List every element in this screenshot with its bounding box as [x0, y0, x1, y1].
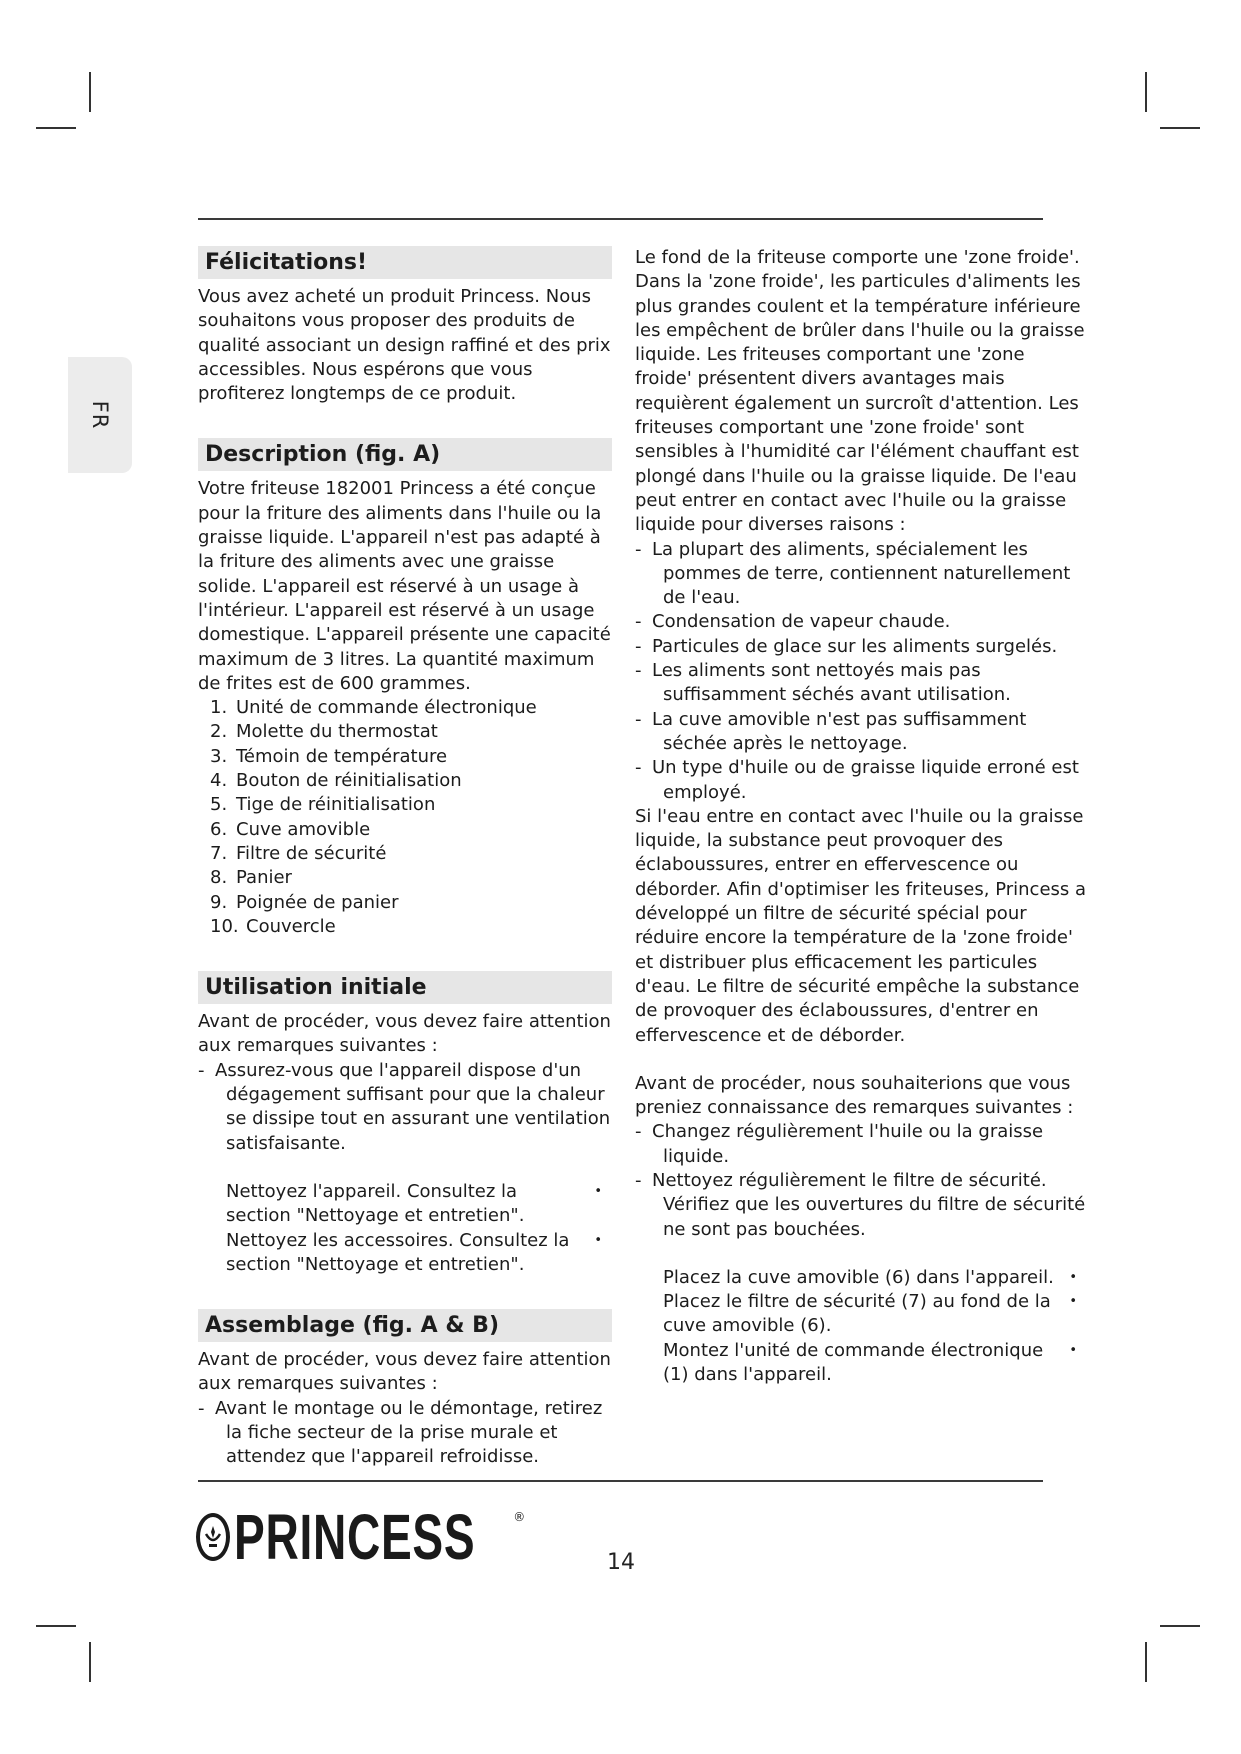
list-item: 2. Molette du thermostat: [210, 721, 438, 743]
section-heading: Description (fig. A): [198, 438, 612, 471]
paragraph: Avant de procéder, vous devez faire attention aux remarques suivantes :: [198, 1011, 611, 1057]
paragraph: Le fond de la friteuse comporte une 'zone froide'. Dans la 'zone froide', les particules d'aliments les plus grandes coulent et la température inférieure les empêchent de brûler dans l'huile ou la graisse liquide. Les friteuses comportant une 'zone froide' présentent divers avantages mais requièrent également un surcroît d'attention. Les friteuses comportant une 'zone froide' sont sensibles à l'humidité car l'élément chauffant est plongé dans l'huile ou la graisse liquide. De l'eau peut entrer en contact avec l'huile ou la graisse liquide pour diverses raisons :: [635, 247, 1085, 536]
list-item: - La cuve amovible n'est pas suffisamment séchée après le nettoyage.: [635, 708, 1087, 757]
list-item: 9. Poignée de panier: [210, 891, 399, 913]
list-item: 6. Cuve amovible: [210, 818, 371, 840]
crop-mark: [89, 72, 91, 112]
dash-list: [635, 538, 1087, 805]
paragraph: Si l'eau entre en contact avec l'huile ou la graisse liquide, la substance peut provoquer des éclaboussures, entrer en effervescence ou déborder. Afin d'optimiser les friteuses, Princess a développé un filtre de sécurité spécial pour réduire encore la température de la 'zone froide' et distribuer plus efficacement les particules d'eau. Le filtre de sécurité empêche la substance de provoquer des éclaboussures, d'entrer en effervescence et de déborder.: [635, 805, 1087, 1046]
section-heading: Assemblage (fig. A & B): [198, 1309, 612, 1342]
registered-mark: ®: [513, 1510, 526, 1524]
list-item: Placez la cuve amovible (6) dans l'appareil. •: [635, 1266, 1087, 1290]
list-item: 5. Tige de réinitialisation: [210, 794, 436, 816]
dash-list: [198, 1397, 612, 1470]
right-column: [635, 246, 1087, 1387]
parts-list: [198, 696, 612, 939]
language-tab: [68, 357, 132, 473]
list-item: - Les aliments sont nettoyés mais pas suffisamment séchés avant utilisation.: [635, 659, 1087, 708]
bullet-list: [635, 1266, 1087, 1387]
dash-list: [198, 1059, 612, 1156]
section-heading: Félicitations!: [198, 246, 612, 279]
paragraph: Avant de procéder, vous devez faire attention aux remarques suivantes :: [198, 1349, 611, 1395]
paragraph: Vous avez acheté un produit Princess. Nous souhaitons vous proposer des produits de qualité associant un design raffiné et des prix accessibles. Nous espérons que vous profiterez longtemps de ce produit.: [198, 286, 611, 405]
bullet-list: [198, 1180, 612, 1277]
crown-icon: [196, 1513, 230, 1561]
crop-mark: [36, 127, 76, 129]
crop-mark: [1145, 72, 1147, 112]
list-item: - Changez régulièrement l'huile ou la graisse liquide.: [635, 1120, 1087, 1169]
top-rule: [198, 218, 1043, 220]
crop-mark: [1160, 1625, 1200, 1627]
paragraph: Avant de procéder, nous souhaiterions que vous preniez connaissance des remarques suivantes :: [635, 1072, 1074, 1119]
crop-mark: [1160, 127, 1200, 129]
list-item: - Condensation de vapeur chaude.: [635, 610, 1087, 634]
princess-logo: [196, 1501, 585, 1573]
list-item: 8. Panier: [210, 867, 292, 889]
list-item: 1. Unité de commande électronique: [210, 697, 537, 719]
page-number: 14: [607, 1550, 635, 1575]
list-item: 10. Couvercle: [210, 915, 336, 937]
list-item: - Assurez-vous que l'appareil dispose d'un dégagement suffisant pour que la chaleur se dissipe tout en assurant une ventilation satisfaisante.: [198, 1059, 612, 1156]
list-item: - La plupart des aliments, spécialement les pommes de terre, contiennent naturellement de l'eau.: [635, 538, 1087, 611]
list-item: 4. Bouton de réinitialisation: [210, 770, 462, 792]
list-item: Nettoyez les accessoires. Consultez la section "Nettoyage et entretien". •: [198, 1229, 612, 1278]
list-item: Montez l'unité de commande électronique (1) dans l'appareil. •: [635, 1339, 1087, 1388]
list-item: 7. Filtre de sécurité: [210, 842, 387, 864]
dash-list: [635, 1120, 1087, 1241]
list-item: 3. Témoin de température: [210, 745, 448, 767]
language-tab-label: FR: [88, 400, 112, 430]
crop-mark: [36, 1625, 76, 1627]
brand-wordmark: PRINCESS: [234, 1501, 476, 1573]
section-heading: Utilisation initiale: [198, 971, 612, 1004]
crop-mark: [1145, 1642, 1147, 1682]
list-item: - Avant le montage ou le démontage, retirez la fiche secteur de la prise murale et attendez que l'appareil refroidisse.: [198, 1397, 612, 1470]
list-item: - Nettoyez régulièrement le filtre de sécurité. Vérifiez que les ouvertures du filtre de sécurité ne sont pas bouchées.: [635, 1169, 1087, 1242]
list-item: - Un type d'huile ou de graisse liquide erroné est employé.: [635, 756, 1087, 805]
left-column: [198, 246, 612, 1470]
list-item: Placez le filtre de sécurité (7) au fond de la cuve amovible (6). •: [635, 1290, 1087, 1339]
paragraph: Votre friteuse 182001 Princess a été conçue pour la friture des aliments dans l'huile ou la graisse liquide. L'appareil n'est pas adapté à la friture des aliments avec une graisse solide. L'appareil est réservé à un usage à l'intérieur. L'appareil est réservé à un usage domestique. L'appareil présente une capacité maximum de 3 litres. La quantité maximum de frites est de 600 grammes.: [198, 478, 611, 694]
list-item: - Particules de glace sur les aliments surgelés.: [635, 635, 1087, 659]
bottom-rule: [198, 1480, 1043, 1482]
crop-mark: [89, 1642, 91, 1682]
list-item: Nettoyez l'appareil. Consultez la section "Nettoyage et entretien". •: [198, 1180, 612, 1229]
